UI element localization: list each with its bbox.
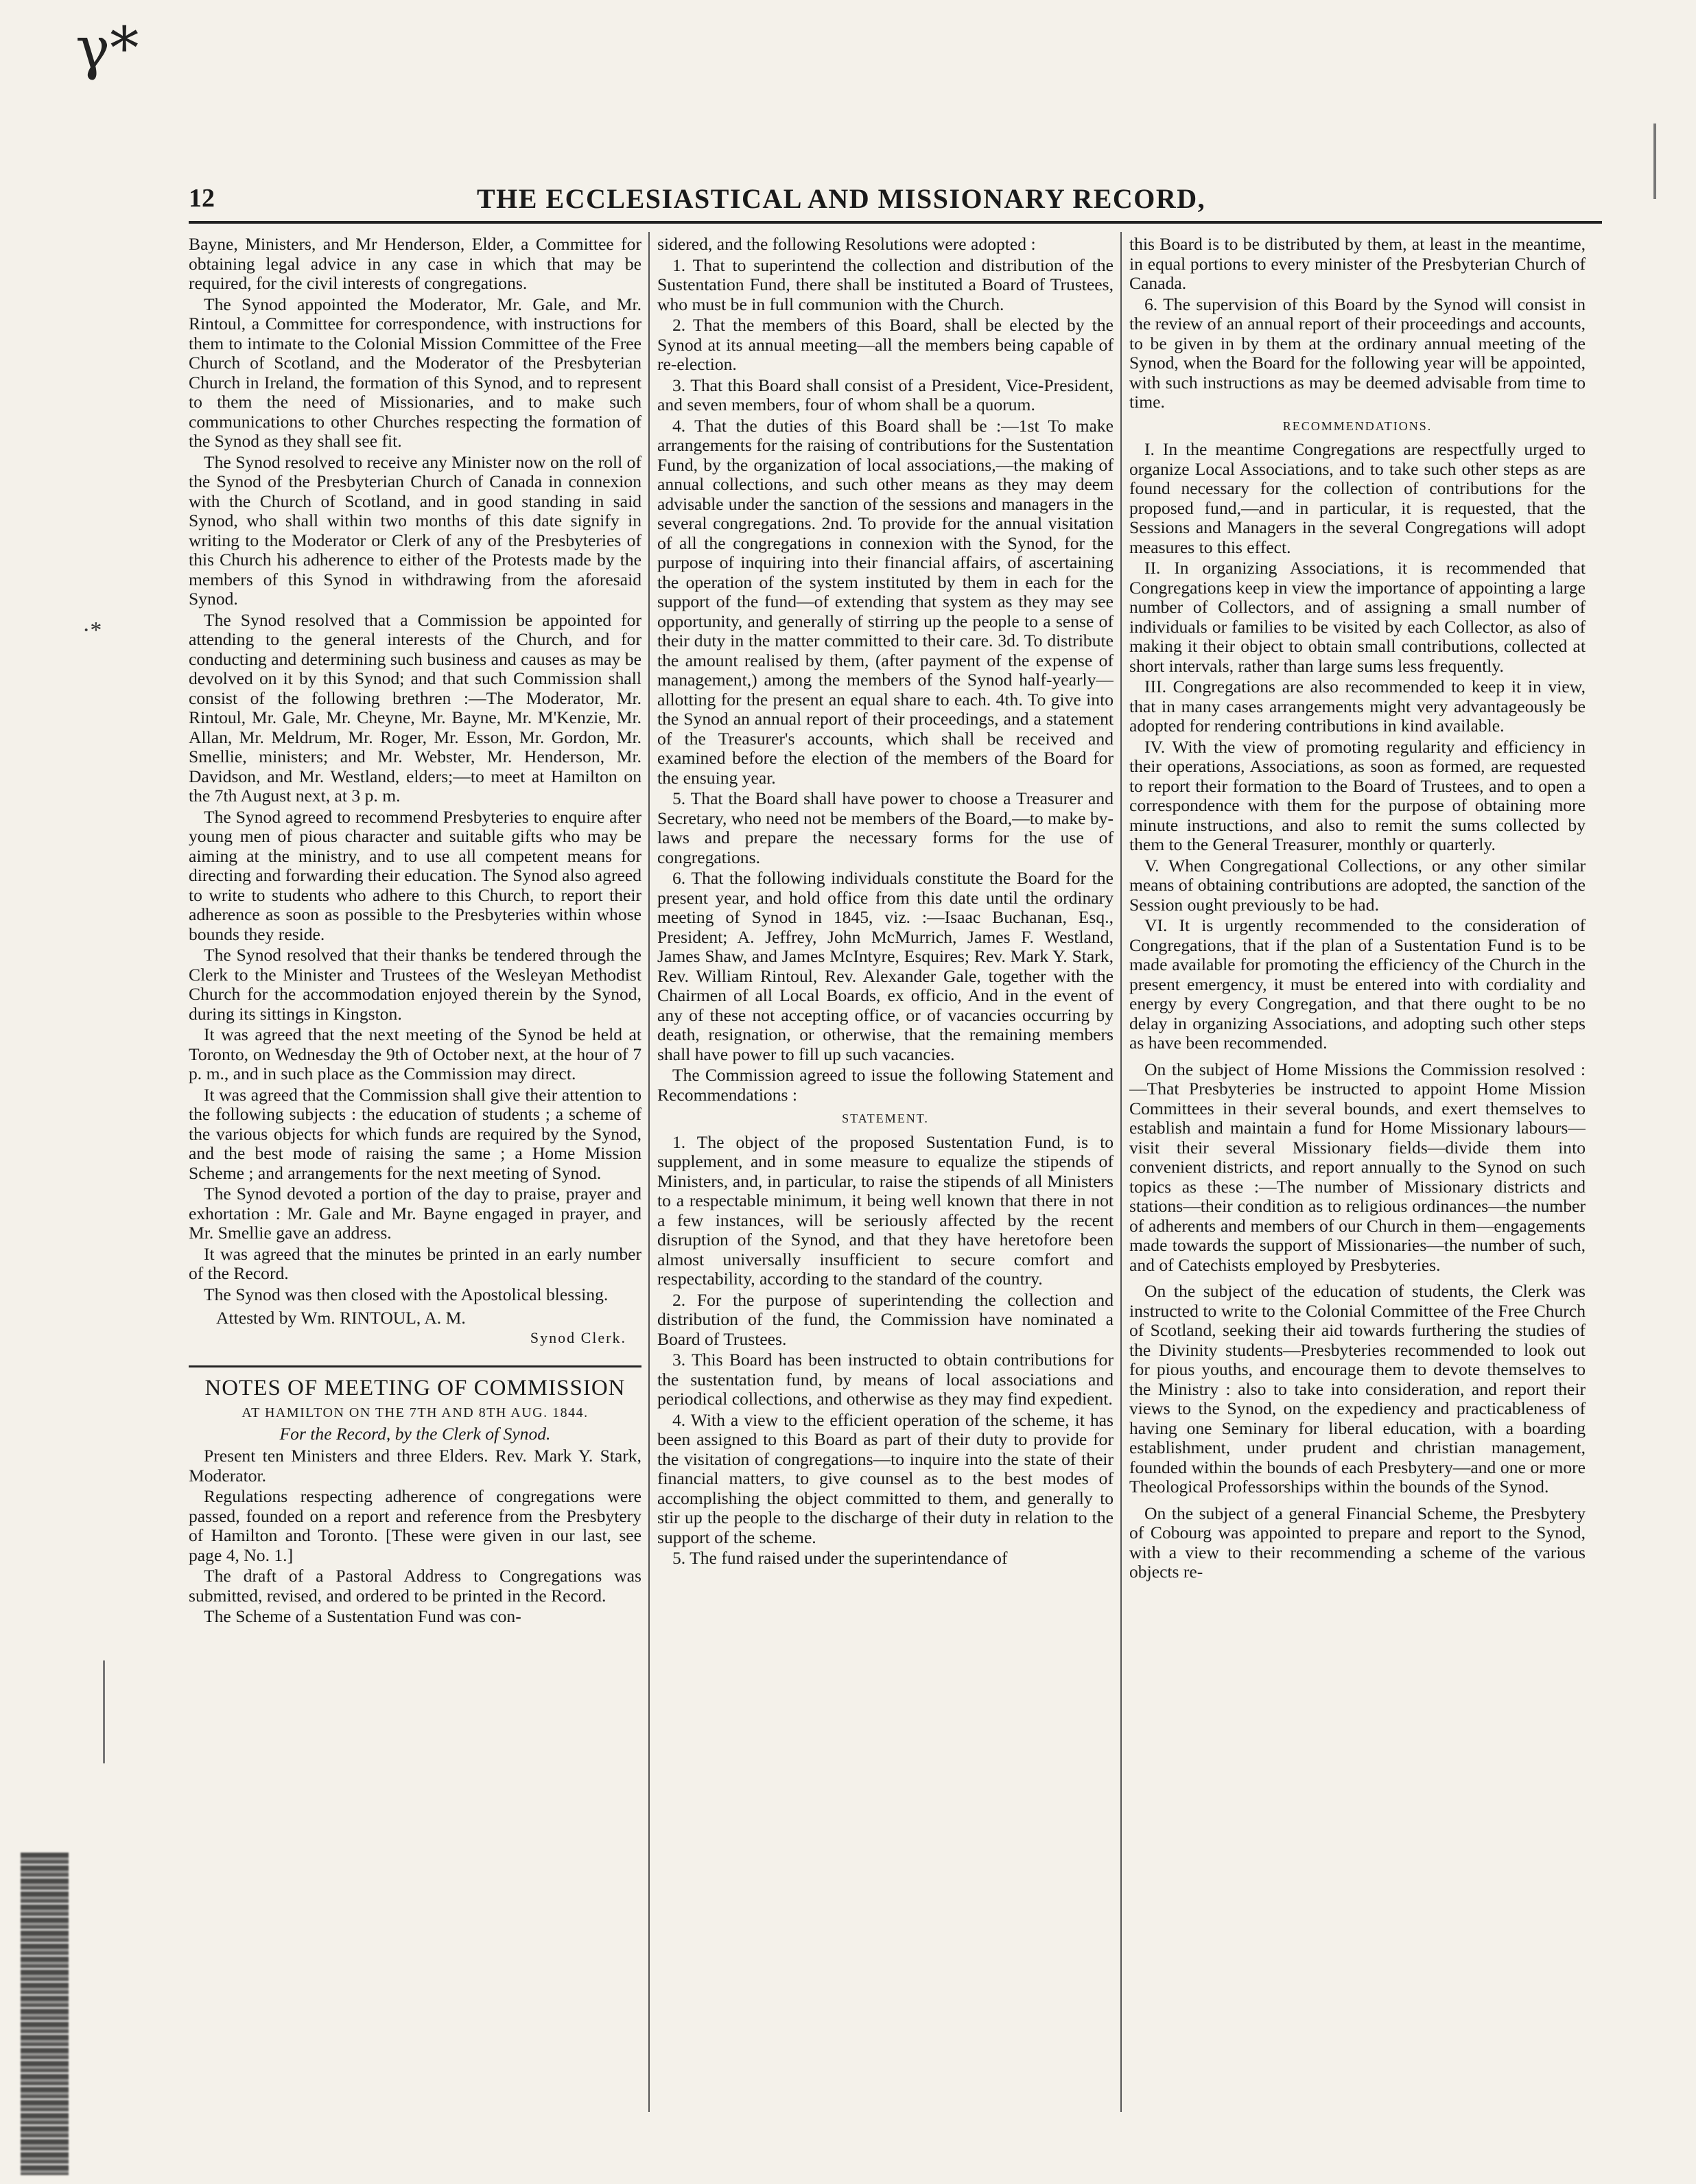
- margin-specks: ·*: [82, 618, 102, 643]
- section-title: NOTES OF MEETING OF COMMISSION: [204, 1376, 626, 1400]
- paragraph: Present ten Ministers and three Elders. Rev. Mark Y. Stark, Moderator.: [189, 1446, 641, 1486]
- column-divider: [1120, 232, 1122, 2112]
- paragraph: 3. That this Board shall consist of a President, Vice-President, and seven members, four of whom shall be a quorum.: [657, 375, 1114, 414]
- scan-mark: γ*: [75, 14, 139, 82]
- paragraph: II. In organizing Associations, it is recommended that Congregations keep in view the importance of appointing a large number of Collectors, and of assigning a small number of individuals or families to be visited by each Collector, as also of making it their object to obtain small contributions, collected at short intervals, rather than large sums less frequently.: [1129, 558, 1586, 676]
- paragraph: Bayne, Ministers, and Mr Henderson, Elder, a Committee for obtaining legal advice in any case in which that may be required, for the civil interests of congregations.: [189, 235, 641, 293]
- margin-scratch: [1653, 124, 1656, 199]
- paragraph: VI. It is urgently recommended to the consideration of Congregations, that if the plan of a Sustentation Fund is to be made available for promoting the efficiency of the Church in the present emergency, it must be entered into with cordiality and energy by every Congregation, and that there ought to be no delay in organizing Associations, and adopting such other steps as have been recommended.: [1129, 915, 1586, 1053]
- paragraph: 4. With a view to the efficient operation of the scheme, it has been assigned to this Board as part of their duty to provide for the visitation of congregations—to inquire into the state of their financial matters, to give counsel as to the best modes of accomplishing the object committed to them, and generally to stir up the people to the discharge of their duty in relation to the support of the scheme.: [657, 1409, 1114, 1547]
- paragraph: The Synod resolved that a Commission be appointed for attending to the general interests of the Church, and for conducting and determining such business and causes as may be devolved on it by this Synod; and that such Commission shall consist of the following brethren :—The Moderator, Mr. Rintoul, Mr. Gale, Mr. Cheyne, Mr. Bayne, Mr. M'Kenzie, Mr. Allan, Mr. Meldrum, Mr. Roger, Mr. Esson, Mr. Gordon, Mr. Smellie, ministers; and Mr. Webster, Mr. Henderson, Mr. Davidson, and Mr. Westland, elders;—to meet at Hamilton on the 7th August next, at 3 p. m.: [189, 609, 641, 806]
- statement-heading: STATEMENT.: [842, 1112, 929, 1125]
- paragraph: The Commission agreed to issue the following Statement and Recommendations :: [657, 1065, 1114, 1105]
- paragraph: The Synod appointed the Moderator, Mr. Gale, and Mr. Rintoul, a Committee for correspondence, with instructions for them to intimate to the Colonial Mission Committee of the Free Church of Scotland, and the Moderator of the Presbyterian Church in Ireland, the formation of this Synod, and to represent to them the need of Missionaries, and to make such communications to other Churches respecting the formation of the Synod as they shall see fit.: [189, 294, 641, 451]
- paragraph: 1. That to superintend the collection and distribution of the Sustentation Fund, there shall be instituted a Board of Trustees, who must be in full communion with the Church.: [657, 255, 1114, 314]
- paragraph: It was agreed that the minutes be printed in an early number of the Record.: [189, 1243, 641, 1283]
- clerk-signature: Synod Clerk.: [530, 1328, 626, 1346]
- paragraph: Regulations respecting adherence of congregations were passed, founded on a report and reference from the Presbytery of Hamilton and Toronto. [These were given in our last, see page 4, No. 1.]: [189, 1486, 641, 1565]
- paragraph: this Board is to be distributed by them, at least in the meantime, in equal portions to every minister of the Presbyterian Church of Canada.: [1129, 235, 1586, 293]
- section-byline: For the Record, by the Clerk of Synod.: [279, 1423, 551, 1444]
- recommendations-heading: RECOMMENDATIONS.: [1282, 419, 1433, 433]
- header-rule: [189, 221, 1602, 224]
- paragraph: IV. With the view of promoting regularity and efficiency in their operations, Associations, as soon as formed, are requested to report their formation to the Board of Trustees, and to open a correspondence with them for the purpose of obtaining more minute instructions, and also to remit the sums collected by them to the General Treasurer, monthly or quarterly.: [1129, 736, 1586, 854]
- paragraph: 3. This Board has been instructed to obtain contributions for the sustentation fund, by means of local associations and periodical collections, and otherwise as they may find expedient.: [657, 1350, 1114, 1409]
- paragraph: The draft of a Pastoral Address to Congregations was submitted, revised, and ordered to be printed in the Record.: [189, 1566, 641, 1606]
- paragraph: 6. The supervision of this Board by the Synod will consist in the review of an annual report of their proceedings and accounts, to be given in by them at the ordinary annual meeting of the Synod, when the Board for the following year will be appointed, with such instructions as may be deemed advisable from time to time.: [1129, 294, 1586, 412]
- paragraph: 5. That the Board shall have power to choose a Treasurer and Secretary, who need not be members of the Board,—to make by-laws and prepare the necessary forms for the use of congregations.: [657, 788, 1114, 867]
- paragraph: The Synod resolved to receive any Minister now on the roll of the Synod of the Presbyterian Church of Canada in connexion with the Church of Scotland, and in good standing in said Synod, who shall within two months of this date signify in writing to the Moderator or Clerk of any of the Presbyteries of this Church his adherence to either of the Protests made by the members of this Synod in withdrawing from the aforesaid Synod.: [189, 451, 641, 609]
- paragraph: The Synod resolved that their thanks be tendered through the Clerk to the Minister and Trustees of the Wesleyan Methodist Church for the accommodation enjoyed therein by the Synod, during its sittings in Kingston.: [189, 945, 641, 1024]
- paragraph: It was agreed that the Commission shall give their attention to the following subjects : the education of students ; a scheme of the various objects for which funds are required by the Synod, and the best mode of raising the same ; a Home Mission Scheme ; and arrangements for the next meeting of Synod.: [189, 1084, 641, 1183]
- paragraph: V. When Congregational Collections, or any other similar means of obtaining contributions are adopted, the sanction of the Session ought previously to be had.: [1129, 855, 1586, 915]
- page-number: 12: [189, 184, 215, 213]
- column-2: [657, 235, 1114, 2115]
- paragraph: On the subject of a general Financial Scheme, the Presbytery of Cobourg was appointed to prepare and report to the Synod, with a view to their recommending a scheme of the various objects re-: [1129, 1503, 1586, 1582]
- paragraph: III. Congregations are also recommended to keep it in view, that in many cases arrangements might very advantageously be adopted for rendering contributions in kind available.: [1129, 677, 1586, 736]
- paragraph: The Synod devoted a portion of the day to praise, prayer and exhortation : Mr. Gale and Mr. Bayne engaged in prayer, and Mr. Smellie gave an address.: [189, 1184, 641, 1243]
- paragraph: 6. That the following individuals constitute the Board for the present year, and hold office from this date until the ordinary meeting of Synod in 1845, viz. :—Isaac Buchanan, Esq., President; A. Jeffrey, John McMurrich, James F. Westland, James Shaw, and James McIntyre, Esquires; Rev. Mark Y. Stark, Rev. William Rintoul, Rev. Alexander Gale, together with the Chairmen of all Local Boards, ex officio, And in the event of any of these not accepting office, or of vacancies occurring by death, resignation, or otherwise, that the remaining members shall have power to fill up such vacancies.: [657, 868, 1114, 1064]
- paragraph: The Synod was then closed with the Apostolical blessing.: [204, 1284, 609, 1304]
- paragraph: sidered, and the following Resolutions were adopted :: [657, 235, 1036, 254]
- column-3: [1129, 235, 1586, 2115]
- paragraph: 1. The object of the proposed Sustentation Fund, is to supplement, and in some measure to equalize the stipends of Ministers, and, in particular, to raise the stipends of all Ministers to a respectable minimum, it being well known that there in not a few instances, will be seriously affected by the recent disruption of the Synod, and that they have heretofore been almost universally insufficient to secure comfort and respectability, according to the standard of the country.: [657, 1131, 1114, 1289]
- paragraph: 4. That the duties of this Board shall be :—1st To make arrangements for the raising of contributions for the Sustentation Fund, by the organization of local associations,—the making of annual collections, and such other means as they may deem advisable under the sanction of the sessions and managers in the several congregations. 2nd. To provide for the annual visitation of all the congregations in connexion with the Synod, for the purpose of inquiring into their financial affairs, of ascertaining the operation of the system instituted by them in each for the support of the fund—of extending that system as they may see opportunity, and generally of stirring up the people to a sense of their duty in the matter committed to their care. 3d. To distribute the amount realised by them, (after payment of the expense of management,) among the members of the Synod half-yearly—allotting for the present an equal share to each. 4th. To give into the Synod an annual report of their proceedings, and a statement of the Treasurer's accounts, which shall be received and examined before the election of the members of the Board for the ensuing year.: [657, 415, 1114, 788]
- running-header: [189, 185, 1602, 214]
- paragraph: It was agreed that the next meeting of the Synod be held at Toronto, on Wednesday the 9th of October next, at the hour of 7 p. m., and in such place as the Commission may direct.: [189, 1024, 641, 1083]
- publication-title: THE ECCLESIASTICAL AND MISSIONARY RECORD,: [477, 183, 1206, 214]
- section-subtitle: AT HAMILTON ON THE 7TH AND 8TH AUG. 1844.: [242, 1405, 589, 1420]
- attestation: Attested by Wm. RINTOUL, A. M.: [216, 1308, 466, 1328]
- paragraph: The Synod agreed to recommend Presbyteries to enquire after young men of pious character and suitable gifts who may be aiming at the ministry, and to use all competent means for directing and forwarding their education. The Synod also agreed to write to students who adhere to this Church, to report their adherence as soon as possible to the Presbyteries within whose bounds they reside.: [189, 806, 641, 944]
- paragraph: On the subject of Home Missions the Commission resolved :—That Presbyteries be instructed to appoint Home Mission Committees in their several bounds, and exert themselves to establish and maintain a fund for Home Missionary labours—visit their several Missionary fields—divide them into convenient districts, and report annually to the Synod on such topics as these :—The number of Missionary districts and stations—their condition as to religious ordinances—the number of adherents and members of our Church in them—engagements made towards the support of Missionaries—the number of such, and of Catechists employed by Presbyteries.: [1129, 1059, 1586, 1275]
- paragraph: 5. The fund raised under the superintendance of: [672, 1548, 1008, 1568]
- column-1: [189, 235, 641, 2115]
- paragraph: 2. For the purpose of superintending the collection and distribution of the fund, the Commission have nominated a Board of Trustees.: [657, 1289, 1114, 1349]
- margin-scratch: [103, 1660, 105, 1763]
- binding-shadow: [21, 1853, 69, 2175]
- paragraph: The Scheme of a Sustentation Fund was con-: [204, 1606, 521, 1626]
- paragraph: 2. That the members of this Board, shall be elected by the Synod at its annual meeting—all the members being capable of re-election.: [657, 315, 1114, 374]
- column-divider: [648, 232, 650, 2112]
- section-rule: [189, 1365, 641, 1367]
- paragraph: I. In the meantime Congregations are respectfully urged to organize Local Associations, and to take such other steps as are found necessary for the collection of contributions for the proposed fund,—and in particular, it is requested, that the Sessions and Managers in the several Congregations will adopt measures to this effect.: [1129, 439, 1586, 557]
- paragraph: On the subject of the education of students, the Clerk was instructed to write to the Colonial Committee of the Free Church of Scotland, seeking their aid towards furthering the studies of the Divinity students—Presbyteries recommended to look out for pious youths, and encourage them to devote themselves to the Ministry : also to take into consideration, and report their views to the Synod, on the expediency and practicableness of having one Seminary for liberal education, with a boarding establishment, under prudent and christian management, founded within the bounds of each Presbytery—and one or more Theological Professorships within the bounds of the Synod.: [1129, 1281, 1586, 1496]
